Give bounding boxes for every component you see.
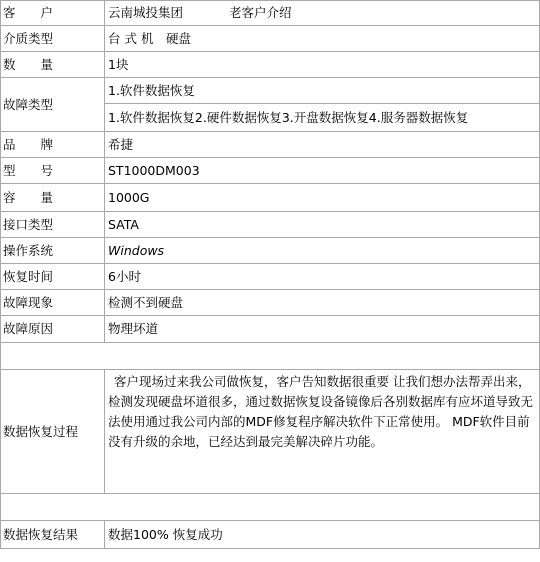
row-capacity: [1, 184, 540, 212]
customer-note: 老客户介绍: [229, 5, 292, 20]
interface-value: SATA: [105, 212, 540, 238]
row-customer: [1, 1, 540, 26]
process-paragraph: 客户现场过来我公司做恢复，客户告知数据很重要 让我们想办法帮弄出来，检测发现硬盘坏道很多，通过数据恢复设备镜像后各别数据库有应坏道导致无法使用通过我公司内部的MDF修复程序解决软件下正常使用。 MDF软件目前没有升级的余地，已经达到最完美解决碎片功能。: [108, 374, 534, 449]
fault-type-value-1: 1.软件数据恢复: [105, 78, 540, 104]
process-label: 数据恢复过程: [1, 370, 105, 494]
row-result: [1, 521, 540, 549]
media-label: 介质类型: [1, 26, 105, 52]
brand-value: 希捷: [105, 132, 540, 158]
row-media: [1, 26, 540, 52]
fault-type-value-2: 1.软件数据恢复2.硬件数据恢复3.开盘数据恢复4.服务器数据恢复: [105, 104, 540, 132]
row-quantity: [1, 52, 540, 78]
row-model: [1, 158, 540, 184]
capacity-value: 1000G: [105, 184, 540, 212]
row-interface: [1, 212, 540, 238]
media-value: 台 式 机 硬盘: [105, 26, 540, 52]
model-label: 型 号: [1, 158, 105, 184]
os-label: 操作系统: [1, 238, 105, 264]
os-value: Windows: [105, 238, 540, 264]
cause-value: 物理坏道: [105, 316, 540, 343]
customer-company: 云南城投集团: [108, 5, 184, 20]
phenomenon-value: 检测不到硬盘: [105, 290, 540, 316]
customer-label: 客 户: [1, 1, 105, 26]
row-process: [1, 370, 540, 494]
row-spacer-2: [1, 494, 540, 521]
interface-label: 接口类型: [1, 212, 105, 238]
row-os: [1, 238, 540, 264]
time-label: 恢复时间: [1, 264, 105, 290]
quantity-label: 数 量: [1, 52, 105, 78]
row-time: [1, 264, 540, 290]
spacer-cell: [1, 343, 540, 370]
quantity-value: 1块: [105, 52, 540, 78]
process-text: [105, 370, 540, 494]
fault-type-label: 故障类型: [1, 78, 105, 132]
phenomenon-label: 故障现象: [1, 290, 105, 316]
capacity-label: 容 量: [1, 184, 105, 212]
row-spacer-1: [1, 343, 540, 370]
row-fault-type-1: [1, 78, 540, 104]
time-value: 6小时: [105, 264, 540, 290]
cause-label: 故障原因: [1, 316, 105, 343]
spacer-cell: [1, 494, 540, 521]
brand-label: 品 牌: [1, 132, 105, 158]
model-value: ST1000DM003: [105, 158, 540, 184]
result-label: 数据恢复结果: [1, 521, 105, 549]
row-brand: [1, 132, 540, 158]
row-cause: [1, 316, 540, 343]
row-phenomenon: [1, 290, 540, 316]
customer-value: [105, 1, 540, 26]
result-value: 数据100% 恢复成功: [105, 521, 540, 549]
